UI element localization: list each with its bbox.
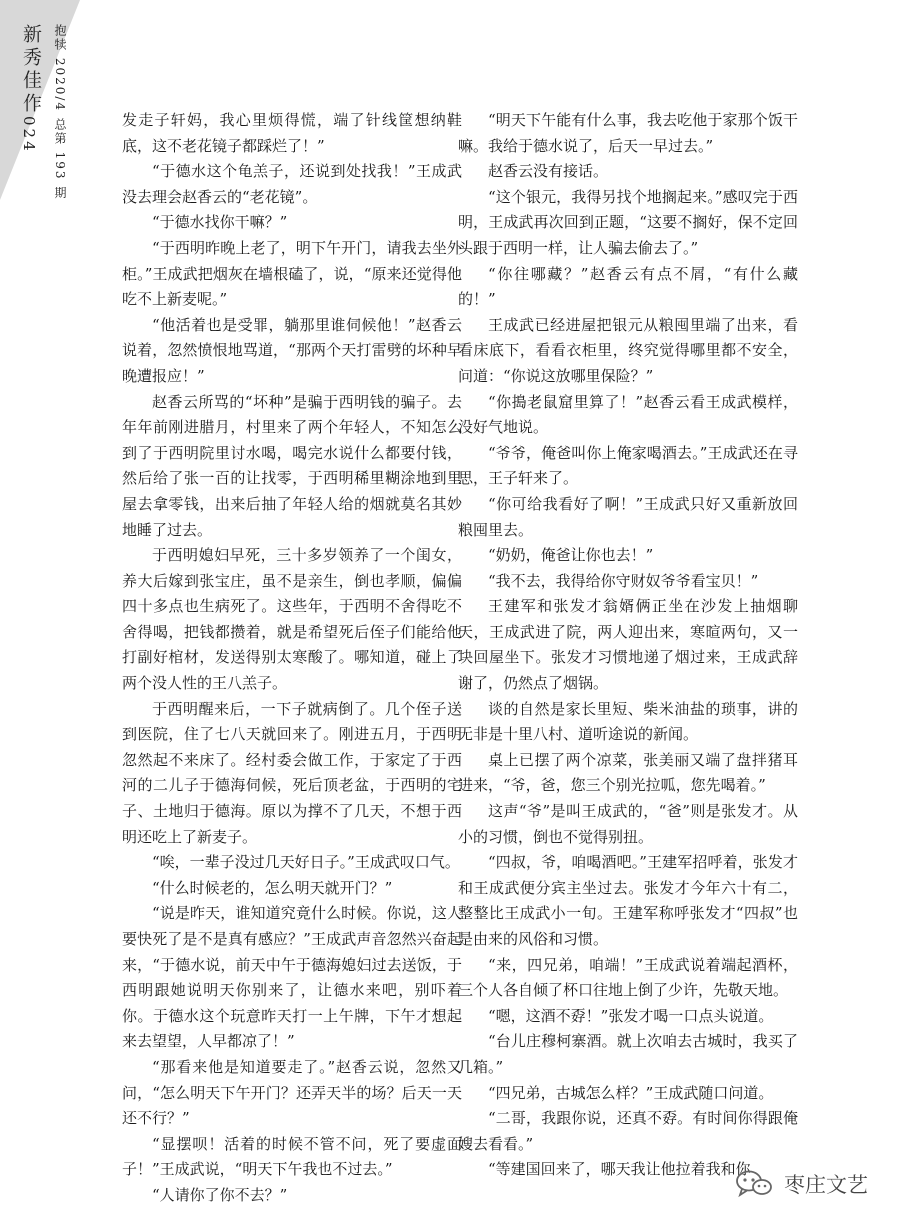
paragraph: “什么时候老的，怎么明天就开门？” xyxy=(152,878,393,897)
paragraph: “二哥，我跟你说，还真不孬。有时间你得跟俺嫂去看看。” xyxy=(458,1109,798,1153)
watermark xyxy=(734,1169,868,1199)
paragraph: 发走子轩妈，我心里烦得慌，端了针线筐想纳鞋底，这不老花镜子都踩烂了！” xyxy=(122,111,462,155)
paragraph: 桌上已摆了两个凉菜，张美丽又端了盘拌猪耳进来，“爷，爸，您三个别光拉呱，您先喝着。” xyxy=(458,750,798,795)
right-column xyxy=(458,108,798,1183)
paragraph: “人请你了你不去？” xyxy=(152,1185,288,1204)
paragraph: 王建军和张发才翁婿俩正坐在沙发上抽烟聊天，王成武进了院，两人迎出来，寒暄两句，又一块回屋坐下。张发才习惯地递了烟过来，王成武辞谢了，仍然点了烟锅。 xyxy=(458,597,798,693)
paragraph: “爷爷，俺爸叫你上俺家喝酒去。”王成武还在寻思，王子轩来了。 xyxy=(458,443,798,488)
paragraph: “四兄弟，古城怎么样？”王成武随口问道。 xyxy=(488,1083,774,1102)
paragraph: “明天下午能有什么事，我去吃他于家那个饭干嘛。我给于德水说了，后天一早过去。” xyxy=(458,111,798,155)
paragraph: 谈的自然是家长里短、柴米油盐的琐事，讲的无非是十里八村、道听途说的新闻。 xyxy=(458,699,798,744)
paragraph: “你往哪藏？”赵香云有点不屑，“有什么藏的！” xyxy=(458,264,798,309)
page-number: 024 xyxy=(20,116,38,154)
paragraph: “显摆呗！活着的时候不管不问，死了要虚面子！”王成武说，“明天下午我也不过去。” xyxy=(122,1134,462,1179)
page-margin xyxy=(0,0,76,1221)
paragraph: “说是昨天，谁知道究竟什么时候。你说，这人要快死了是不是真有感应？”王成武声音忽然兴奋起来，“于德水说，前天中午于德海媳妇过去送饭，于西明跟她说明天你别来了，让德水来吧，别吓着你。于德水这个玩意昨天打一上午牌，下午才想起来去望望，人早都凉了！” xyxy=(122,904,462,1051)
paragraph: 赵香云所骂的“坏种”是骗于西明钱的骗子。去年年前刚进腊月，村里来了两个年轻人，不知怎么到了于西明院里讨水喝，喝完水说什么都要付钱，然后给了张一百的让找零，于西明稀里糊涂地到里屋去拿零钱，出来后抽了年轻人给的烟就莫名其妙地睡了过去。 xyxy=(122,392,462,539)
wechat-icon xyxy=(734,1169,774,1199)
paragraph: “他活着也是受罪，躺那里谁伺候他！”赵香云说着，忽然愤恨地骂道，“那两个天打雷劈的坏种早晚遭报应！” xyxy=(122,315,462,385)
paragraph: “于西明昨晚上老了，明下午开门，请我去坐外柜。”王成武把烟灰在墙根磕了，说，“原来还觉得他吃不上新麦呢。” xyxy=(122,238,462,309)
paragraph: “于德水这个龟羔子，还说到处找我！”王成武没去理会赵香云的“老花镜”。 xyxy=(122,162,462,206)
paragraph: “那看来他是知道要走了。”赵香云说，忽然又问，“怎么明天下午开门？还弄天半的场？后天一天还不行？” xyxy=(122,1057,462,1128)
paragraph: 这声“爷”是叫王成武的，“爸”则是张发才。从小的习惯，倒也不觉得别扭。 xyxy=(458,802,798,846)
paragraph: “嗯，这酒不孬！”张发才喝一口点头说道。 xyxy=(488,1006,774,1025)
paragraph: “台儿庄穆柯寨酒。就上次咱去古城时，我买了几箱。” xyxy=(458,1032,798,1076)
paragraph: 赵香云没有接话。 xyxy=(488,162,609,181)
paragraph: 王成武已经进屋把银元从粮囤里端了出来，看看床底下，看看衣柜里，终究觉得哪里都不安全，问道：“你说这放哪里保险？” xyxy=(458,315,798,385)
paragraph: “这个银元，我得另找个地搁起来。”感叹完于西明，王成武再次回到正题，“这要不搁好，保不定回头跟于西明一样，让人骗去偷去了。” xyxy=(458,187,798,257)
paragraph: “唉，一辈子没过几天好日子。”王成武叹口气。 xyxy=(152,853,460,872)
watermark-text: 枣庄文艺 xyxy=(784,1173,868,1197)
left-column xyxy=(122,108,462,1209)
paragraph: “等建国回来了，哪天我让他拉着我和你 xyxy=(488,1160,751,1179)
paragraph: 于西明醒来后，一下子就病倒了。几个侄子送到医院，住了七八天就回来了。刚进五月，于西明忽然起不来床了。经村委会做工作，于家定了于西河的二儿子于德海伺候，死后顶老盆，于西明的宅子、土地归于德海。原以为撑不了几天，不想于西明还吃上了新麦子。 xyxy=(122,699,462,846)
paragraph: “你搗老鼠窟里算了！”赵香云看王成武模样，没好气地说。 xyxy=(458,392,798,437)
paragraph: “奶奶，俺爸让你也去！” xyxy=(488,546,654,565)
paragraph: “四叔，爷，咱喝酒吧。”王建军招呼着，张发才和王成武便分宾主坐过去。张发才今年六十有二，整整比王成武小一旬。王建军称呼张发才“四叔”也是由来的风俗和习惯。 xyxy=(458,853,798,948)
issue-info: 抱犊 2020/4 总第 193 期 xyxy=(53,24,67,201)
paragraph: “你可给我看好了啊！”王成武只好又重新放回粮囤里去。 xyxy=(458,494,798,539)
section-title: 新秀佳作 xyxy=(20,24,42,116)
paragraph: “来，四兄弟，咱端！”王成武说着端起酒杯，三个人各自倾了杯口往地上倒了少许，先敬天地。 xyxy=(458,955,798,1000)
paragraph: “我不去，我得给你守财奴爷爷看宝贝！” xyxy=(488,571,759,590)
paragraph: “于德水找你干嘛？” xyxy=(152,213,288,232)
paragraph: 于西明媳妇早死，三十多岁领养了一个闺女，养大后嫁到张宝庄，虽不是亲生，倒也孝顺，偏偏四十多点也生病死了。这些年，于西明不舍得吃不舍得喝，把钱都攒着，就是希望死后侄子们能给他打副好棺材，发送得别太寒酸了。哪知道，碰上了两个没人性的王八羔子。 xyxy=(122,546,462,693)
